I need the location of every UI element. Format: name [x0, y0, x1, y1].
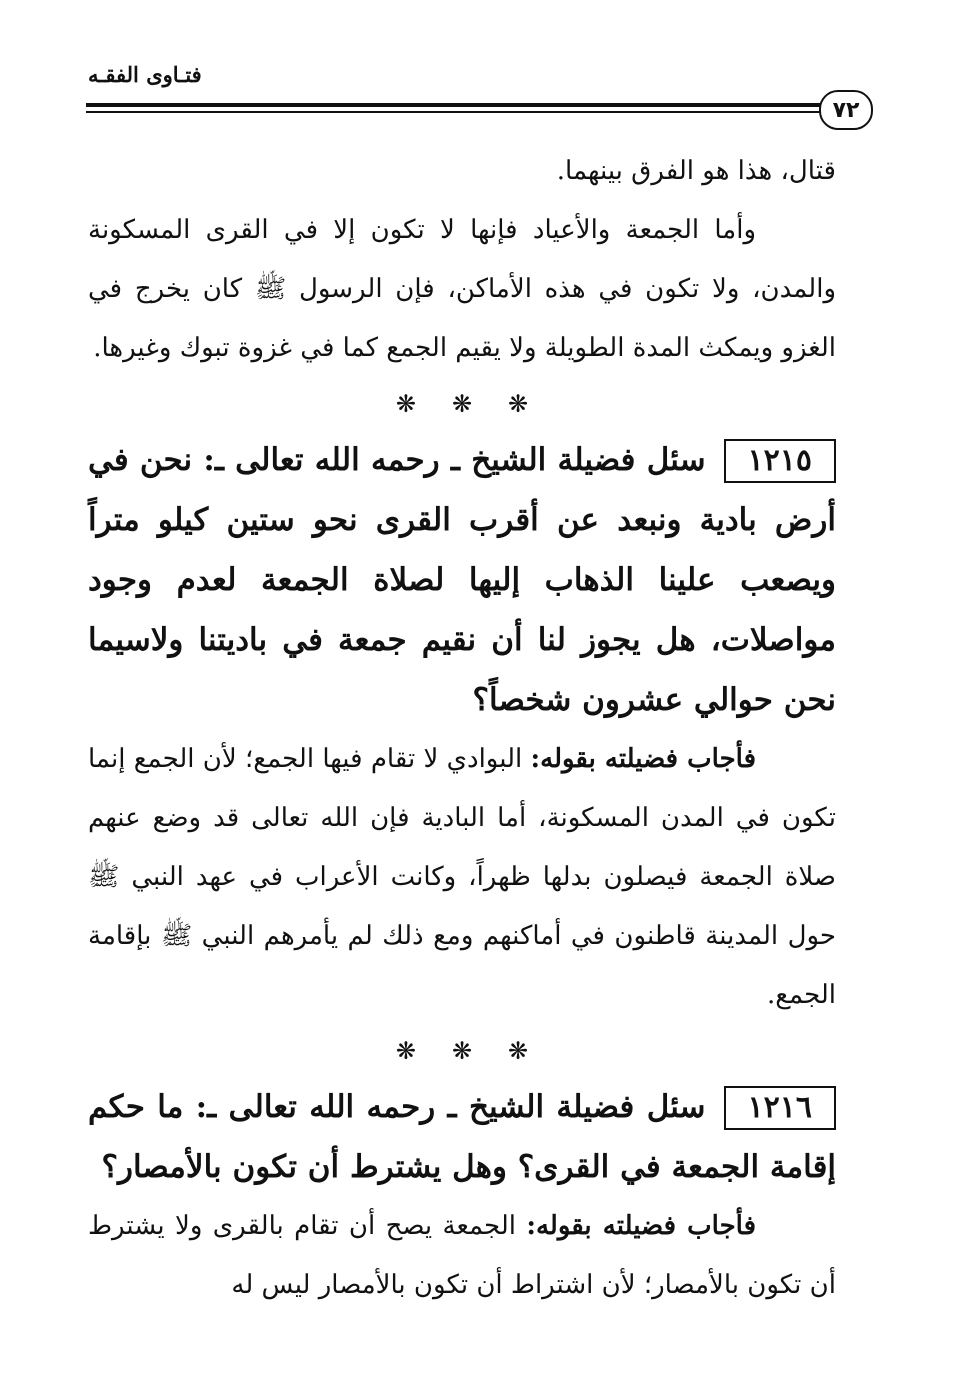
section-divider	[88, 378, 836, 430]
answer-1215	[88, 730, 836, 1025]
question-number-box: ١٢١٥	[724, 439, 836, 483]
intro-paragraph: وأما الجمعة والأعياد فإنها لا تكون إلا في القرى المسكونة والمدن، ولا تكون في هذه الأماكن، فإن الرسول ﷺ كان يخرج في الغزو ويمكث المدة الطويلة ولا يقيم الجمع كما في غزوة تبوك وغيرها.	[88, 215, 836, 363]
header-rule-thin	[86, 111, 821, 113]
page-body	[88, 142, 836, 1315]
question-text: سئل فضيلة الشيخ ـ رحمه الله تعالى ـ: نحن في أرض بادية ونبعد عن أقرب القرى نحو ستين كيلو متراً ويصعب علينا الذهاب إليها لصلاة الجمعة لعدم وجود مواصلات، هل يجوز لنا أن نقيم جمعة في باديتنا ولاسيما نحن حوالي عشرون شخصاً؟	[88, 442, 836, 718]
answer-text: البوادي لا تقام فيها الجمع؛ لأن الجمع إنما تكون في المدن المسكونة، أما البادية فإن الله تعالى قد وضع عنهم صلاة الجمعة فيصلون بدلها ظهراً، وكانت الأعراب في عهد النبي ﷺ حول المدينة قاطنون في أماكنهم ومع ذلك لم يأمرهم النبي ﷺ بإقامة الجمع.	[88, 744, 836, 1010]
section-divider	[88, 1025, 836, 1077]
answer-lead: فأجاب فضيلته بقوله:	[530, 744, 757, 774]
star-ornament-icon: ❋	[395, 390, 416, 418]
question-1215	[88, 430, 836, 730]
header-rule-thick	[86, 103, 821, 107]
star-ornament-icon: ❋	[451, 1037, 473, 1065]
running-title: فتـاوى الفقـه	[88, 62, 202, 87]
answer-lead: فأجاب فضيلته بقوله:	[526, 1211, 756, 1241]
question-1216	[88, 1077, 836, 1197]
star-ornament-icon: ❋	[451, 390, 473, 418]
star-ornament-icon: ❋	[508, 1037, 529, 1065]
star-ornament-icon: ❋	[508, 390, 529, 418]
answer-1216	[88, 1197, 836, 1315]
star-ornament-icon: ❋	[395, 1037, 416, 1065]
question-text: سئل فضيلة الشيخ ـ رحمه الله تعالى ـ: ما حكم إقامة الجمعة في القرى؟ وهل يشترط أن تكون بالأمصار؟	[88, 1089, 836, 1185]
page-number: ٧٢	[819, 90, 873, 130]
intro-line: قتال، هذا هو الفرق بينهما.	[556, 156, 836, 186]
question-number-box: ١٢١٦	[724, 1086, 836, 1130]
answer-text: الجمعة يصح أن تقام بالقرى ولا يشترط أن تكون بالأمصار؛ لأن اشتراط أن تكون بالأمصار ليس له	[88, 1211, 836, 1300]
